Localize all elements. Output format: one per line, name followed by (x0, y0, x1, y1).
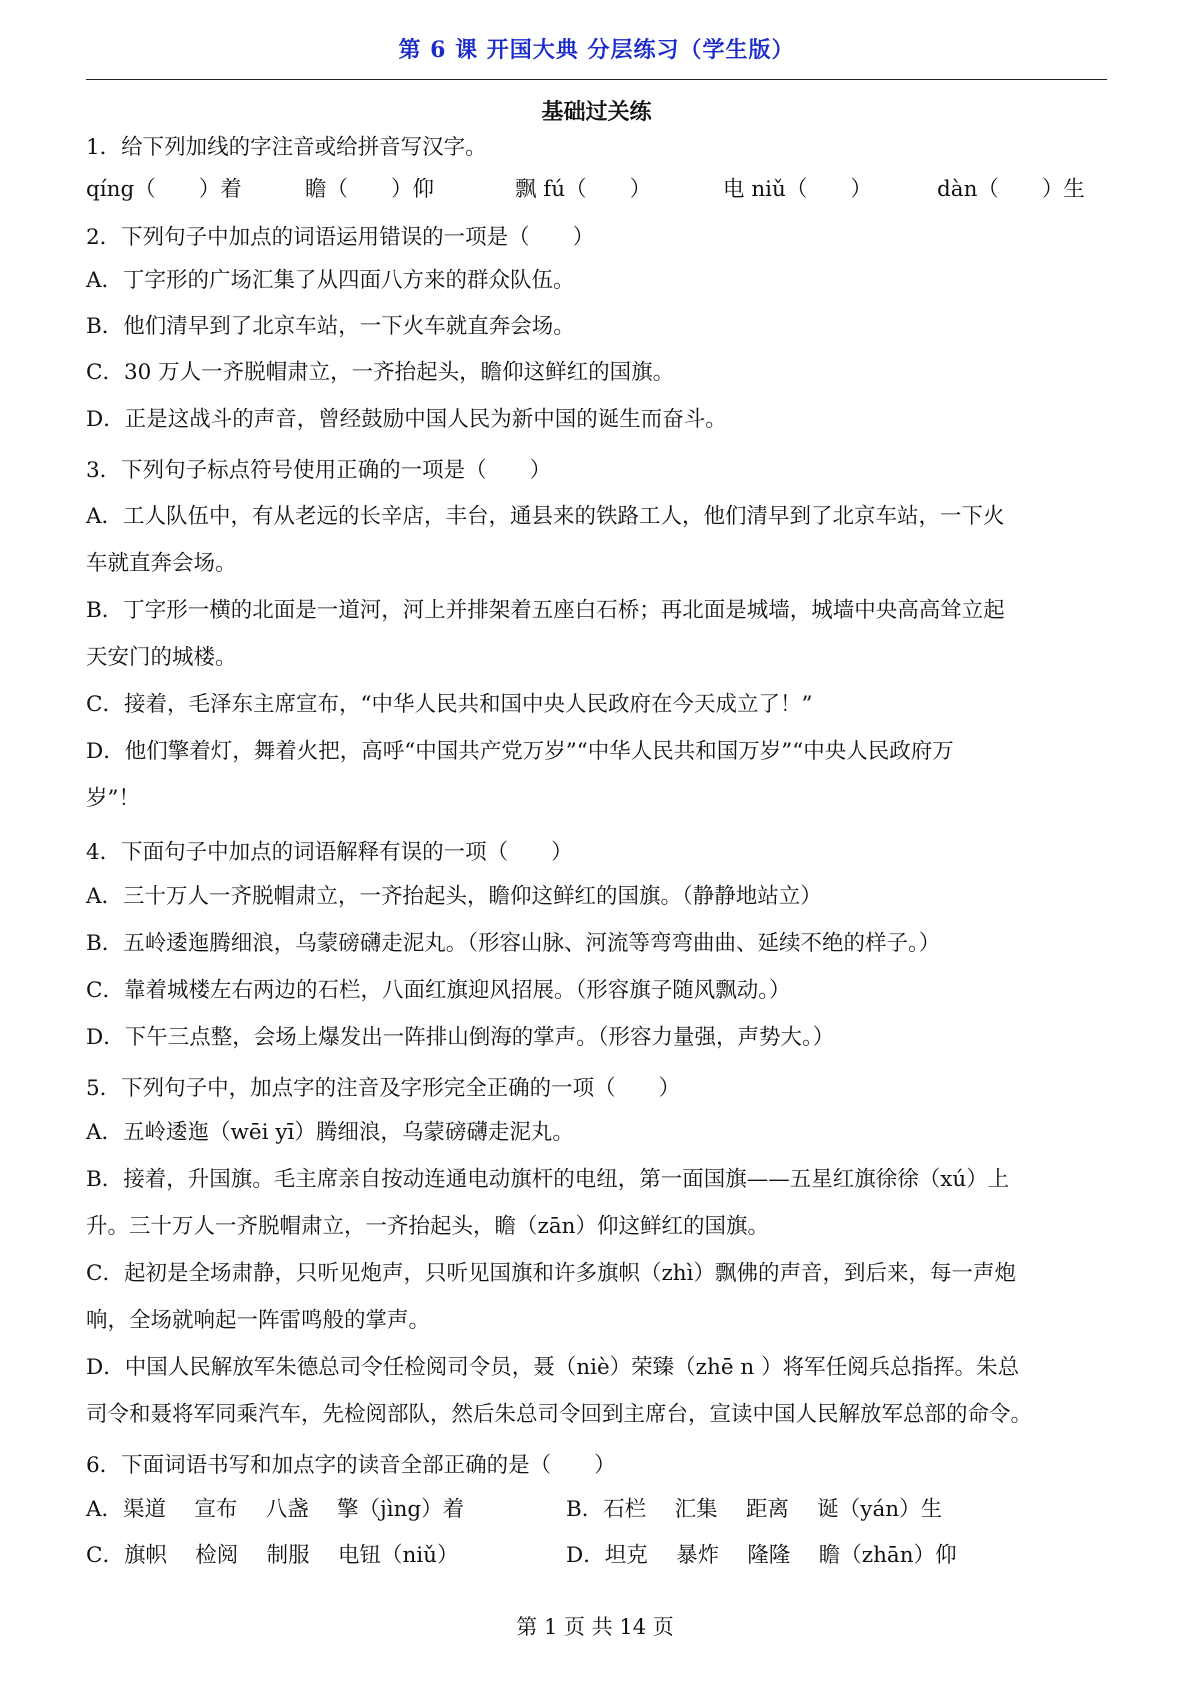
q1-item-5: dàn（ ）生 (937, 177, 1085, 202)
q6-option-c: C．旗帜 检阅 制服 电钮（niǔ） (86, 1543, 459, 1568)
q2-option-b: B．他们清早到了北京车站，一下火车就直奔会场。 (86, 314, 575, 339)
q2-option-a: A．丁字形的广场汇集了从四面八方来的群众队伍。 (86, 268, 575, 293)
q1-item-4: 电 niǔ（ ） (723, 177, 872, 202)
q1-item-2: 瞻（ ）仰 (305, 177, 435, 202)
q3-option-d-line2: 岁”！ (86, 786, 140, 811)
q2-option-d: D．正是这战斗的声音，曾经鼓励中国人民为新中国的诞生而奋斗。 (86, 407, 727, 432)
q5-option-c-line2: 响，全场就响起一阵雷鸣般的掌声。 (86, 1308, 431, 1333)
q5-option-b-line1: B．接着，升国旗。毛主席亲自按动连通电动旗杆的电纽，第一面国旗——五星红旗徐徐（xú）上 (86, 1167, 1010, 1192)
q4-option-c: C．靠着城楼左右两边的石栏，八面红旗迎风招展。（形容旗子随风飘动。） (86, 978, 791, 1003)
q5-option-a: A．五岭逶迤（wēi yī）腾细浪，乌蒙磅礴走泥丸。 (86, 1120, 574, 1145)
question-2-stem: 2．下列句子中加点的词语运用错误的一项是（ ） (86, 225, 595, 250)
q3-option-b-line2: 天安门的城楼。 (86, 645, 237, 670)
page-number-footer: 第 1 页 共 14 页 (516, 1615, 674, 1639)
q5-option-c-line1: C．起初是全场肃静，只听见炮声，只听见国旗和许多旗帜（zhì）飘佛的声音，到后来，每一声炮 (86, 1261, 1017, 1286)
q4-option-a: A．三十万人一齐脱帽肃立，一齐抬起头，瞻仰这鲜红的国旗。（静静地站立） (86, 884, 822, 909)
section-title: 基础过关练 (541, 99, 652, 125)
page-header-title: 第 6 课 开国大典 分层练习（学生版） (398, 37, 795, 63)
question-1-stem: 1．给下列加线的字注音或给拼音写汉字。 (86, 135, 487, 160)
q3-option-a-line1: A．工人队伍中，有从老远的长辛店，丰台，通县来的铁路工人，他们清早到了北京车站，一下火 (86, 504, 1005, 529)
q6-option-d: D．坦克 暴炸 隆隆 瞻（zhān）仰 (566, 1543, 957, 1568)
q5-option-d-line1: D．中国人民解放军朱德总司令任检阅司令员，聂（niè）荣臻（zhē n ）将军任阅兵总指挥。朱总 (86, 1355, 1020, 1380)
q1-item-3: 飘 fú（ ） (515, 177, 652, 202)
q2-option-c: C．30 万人一齐脱帽肃立，一齐抬起头，瞻仰这鲜红的国旗。 (86, 360, 675, 385)
q5-option-b-line2: 升。三十万人一齐脱帽肃立，一齐抬起头，瞻（zān）仰这鲜红的国旗。 (86, 1214, 769, 1239)
q1-item-1: qíng（ ）着 (86, 177, 242, 202)
q3-option-d-line1: D．他们擎着灯，舞着火把，高呼“中国共产党万岁”“中华人民共和国万岁”“中央人民政府万 (86, 739, 954, 764)
header-divider (86, 79, 1107, 80)
q3-option-b-line1: B．丁字形一横的北面是一道河，河上并排架着五座白石桥；再北面是城墙，城墙中央高高耸立起 (86, 598, 1005, 623)
q3-option-c: C．接着，毛泽东主席宣布，“中华人民共和国中央人民政府在今天成立了！” (86, 692, 813, 717)
question-3-stem: 3．下列句子标点符号使用正确的一项是（ ） (86, 458, 552, 483)
q6-option-b: B．石栏 汇集 距离 诞（yán）生 (566, 1497, 943, 1522)
question-4-stem: 4．下面句子中加点的词语解释有误的一项（ ） (86, 840, 573, 865)
q4-option-d: D．下午三点整，会场上爆发出一阵排山倒海的掌声。（形容力量强，声势大。） (86, 1025, 835, 1050)
q3-option-a-line2: 车就直奔会场。 (86, 551, 237, 576)
q4-option-b: B．五岭逶迤腾细浪，乌蒙磅礴走泥丸。（形容山脉、河流等弯弯曲曲、延续不绝的样子。） (86, 931, 941, 956)
question-5-stem: 5．下列句子中，加点字的注音及字形完全正确的一项（ ） (86, 1076, 681, 1101)
q5-option-d-line2: 司令和聂将军同乘汽车，先检阅部队，然后朱总司令回到主席台，宣读中国人民解放军总部的命令。 (86, 1402, 1033, 1427)
q6-option-a: A．渠道 宣布 八盏 擎（jìng）着 (86, 1497, 465, 1522)
question-6-stem: 6．下面词语书写和加点字的读音全部正确的是（ ） (86, 1453, 616, 1478)
